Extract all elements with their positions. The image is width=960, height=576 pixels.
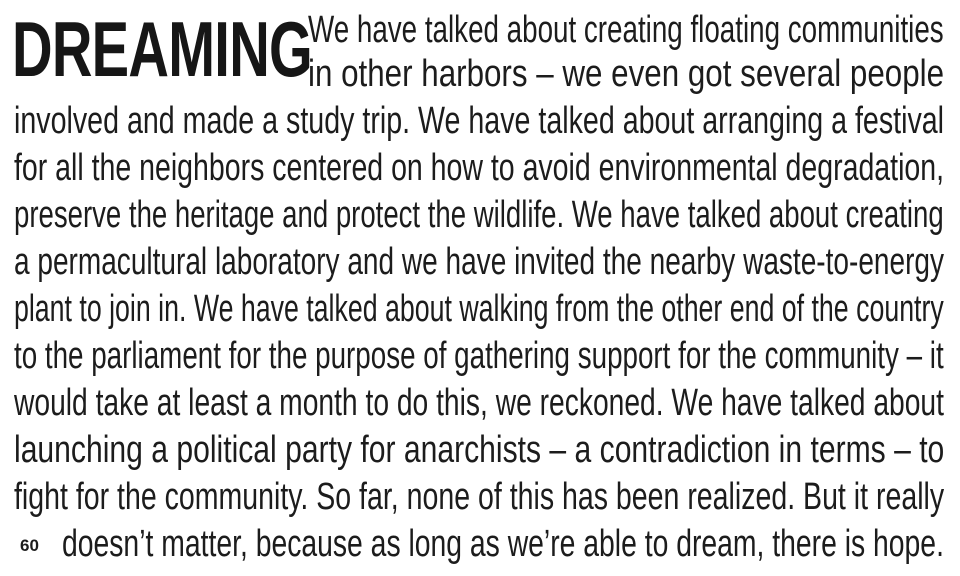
text-line (308, 8, 944, 52)
text-line (308, 52, 944, 96)
text-line-content: for all the neighbors centered on how to avoid environmental degradation, (14, 147, 944, 189)
page-number: 60 (20, 536, 39, 555)
text-line-content: a permacultural laboratory and we have invited the nearby waste-to-energy (14, 241, 944, 283)
text-line (14, 475, 944, 519)
text-line (14, 99, 944, 143)
text-line-content: in other harbors – we even got several people (308, 53, 944, 95)
text-line-content: fight for the community. So far, none of this has been realized. But it really (14, 476, 944, 518)
text-line (14, 381, 944, 425)
text-line (14, 334, 944, 378)
text-line-content: launching a political party for anarchists – a contradiction in terms – to (14, 429, 944, 471)
text-line (14, 287, 944, 331)
text-line-content: involved and made a study trip. We have talked about arranging a festival (14, 100, 944, 142)
text-line-content: doesn’t matter, because as long as we’re able to dream, there is hope. (62, 523, 944, 565)
text-line-content: preserve the heritage and protect the wildlife. We have talked about creating (14, 194, 944, 236)
text-line (14, 146, 944, 190)
text-line (14, 428, 944, 472)
text-line-content: plant to join in. We have talked about walking from the other end of the country (14, 288, 944, 330)
section-heading: DREAMING (12, 5, 313, 93)
text-line-content: would take at least a month to do this, we reckoned. We have talked about (14, 382, 944, 424)
text-line (14, 240, 944, 284)
text-line (62, 522, 944, 566)
text-line-content: to the parliament for the purpose of gathering support for the community – it (14, 335, 944, 377)
text-line-content: We have talked about creating floating communities (308, 9, 944, 51)
text-line (14, 193, 944, 237)
